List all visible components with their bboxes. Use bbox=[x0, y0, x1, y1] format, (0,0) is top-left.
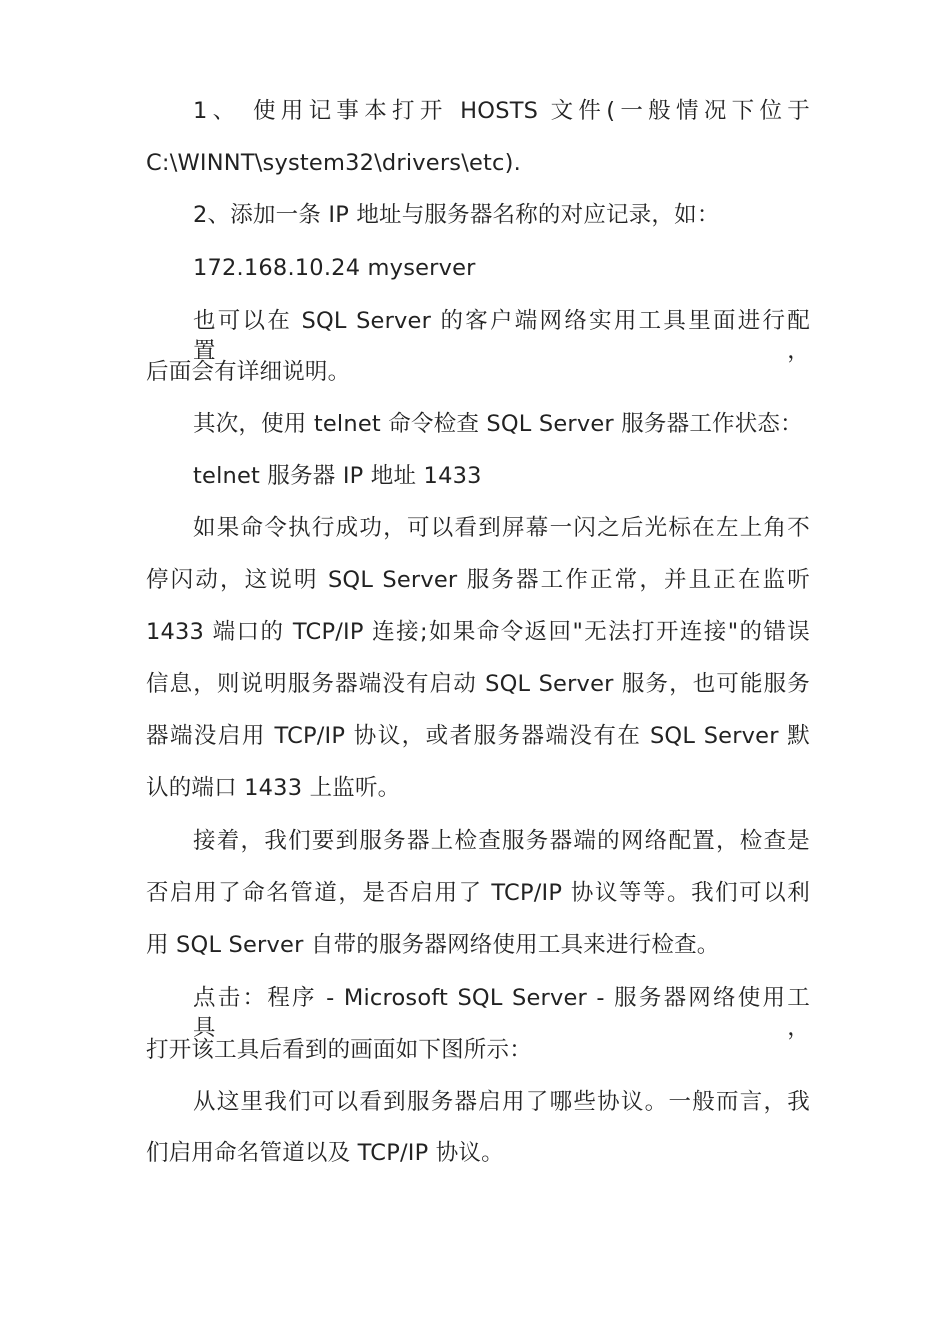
paragraph-7-line-2: 停闪动，这说明 SQL Server 服务器工作正常，并且正在监听 bbox=[146, 567, 810, 593]
paragraph-10-line-1: 从这里我们可以看到服务器启用了哪些协议。一般而言，我 bbox=[193, 1089, 810, 1115]
paragraph-7-line-4: 信息，则说明服务器端没有启动 SQL Server 服务，也可能服务 bbox=[146, 671, 810, 697]
paragraph-7-line-3: 1433 端口的 TCP/IP 连接;如果命令返回"无法打开连接"的错误 bbox=[146, 619, 810, 645]
paragraph-7-line-1: 如果命令执行成功，可以看到屏幕一闪之后光标在左上角不 bbox=[193, 515, 810, 541]
paragraph-10-line-2: 们启用命名管道以及 TCP/IP 协议。 bbox=[146, 1140, 504, 1166]
paragraph-9-line-1: 点击：程序 - Microsoft SQL Server - 服务器网络使用工具， bbox=[193, 985, 810, 1041]
paragraph-9-line-2: 打开该工具后看到的画面如下图所示： bbox=[146, 1037, 532, 1063]
paragraph-3-line-1: 172.168.10.24 myserver bbox=[193, 255, 476, 281]
paragraph-6-line-1: telnet 服务器 IP 地址 1433 bbox=[193, 463, 482, 489]
paragraph-7-line-6: 认的端口 1433 上监听。 bbox=[146, 775, 401, 801]
paragraph-1-line-1: 1、 使用记事本打开 HOSTS 文件(一般情况下位于 bbox=[193, 98, 810, 124]
paragraph-8-line-3: 用 SQL Server 自带的服务器网络使用工具来进行检查。 bbox=[146, 932, 720, 958]
paragraph-8-line-2: 否启用了命名管道，是否启用了 TCP/IP 协议等等。我们可以利 bbox=[146, 880, 810, 906]
paragraph-5-line-1: 其次，使用 telnet 命令检查 SQL Server 服务器工作状态： bbox=[193, 411, 803, 437]
paragraph-4-line-2: 后面会有详细说明。 bbox=[146, 359, 351, 385]
paragraph-7-line-5: 器端没启用 TCP/IP 协议，或者服务器端没有在 SQL Server 默 bbox=[146, 723, 810, 749]
paragraph-1-line-2: C:\WINNT\system32\drivers\etc). bbox=[146, 150, 521, 176]
paragraph-2-line-1: 2、添加一条 IP 地址与服务器名称的对应记录，如： bbox=[193, 202, 720, 228]
paragraph-4-line-1: 也可以在 SQL Server 的客户端网络实用工具里面进行配置， bbox=[193, 308, 810, 364]
paragraph-8-line-1: 接着，我们要到服务器上检查服务器端的网络配置，检查是 bbox=[193, 828, 810, 854]
